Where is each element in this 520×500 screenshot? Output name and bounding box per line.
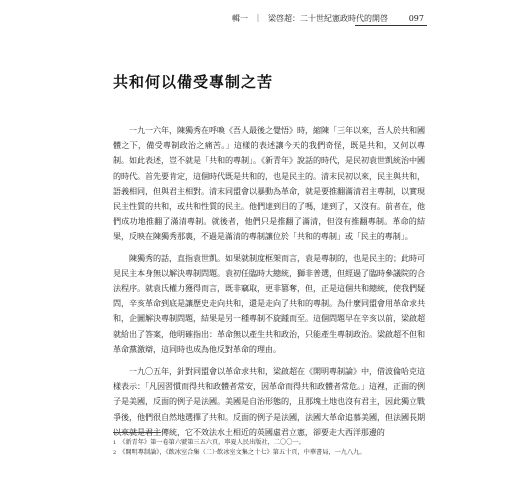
footnote-rule xyxy=(113,432,161,433)
paragraph-2: 陳獨秀的話，直指袁世凱。如果就制度框架而言，袁是專制的，也是民主的；此時可見民主本身無以解決專制問題。袁初任臨時大總統，獅非普選，但經過了臨時參議院的合法程序。就袁氏權力獲得而言，既非竊取，更非篡奪，但，正是這個共和總統，使我們疑問，辛亥革命到底是讓歷史走向共和，還是走向了共和的專制。為什麼同盟會用革命求共和，企圖解決專制問題，結果是另一種專制不旋踵而至。這個問題早在辛亥以前，梁啟超就給出了答案，他明確指出：革命無以產生共和政治，只能產生專制政治。梁啟超不但和革命黨激辯，這同時也成為他反對革命的理由。 xyxy=(113,252,425,354)
footnote-2 xyxy=(113,448,425,458)
running-head-title: 梁啓超：二十世紀憲政時代的開啓 xyxy=(268,14,388,23)
footnote-1 xyxy=(113,438,425,448)
paragraph-1: 一九一六年，陳獨秀在呼喚《吾人最後之覺悟》時，縮陳「三年以來，吾人於共和國體之下，備受專制政治之痛苦。」這樣的表述讓今天的我們奇怪，既是共和，又何以專制。如此表述，豈不就是「共和的專制」。《新青年》說話的時代，是民初袁世凱統治中國的時代。首先要肯定，這個時代既是共和的，也是民主的。清末民初以來，民主與共和，語義相同，但與君主相對。清末同盟會以暴動為革命，就是要推翻滿清君主專制，以實現民主性質的共和，或共和性質的民主。他們達到目的了嗎，達到了，又沒有。前者在，他們成功地推翻了滿清專制。就後者，他們只是推翻了滿清，但沒有推翻專制。革命的結果，反映在陳獨秀那裏，不過是滿清的專制讓位於「共和的專制」或「民主的專制」。 xyxy=(113,125,425,242)
footnote-text: 《新青年》第一卷第六號第三五六頁，寧夏人民出版社，二〇〇一。 xyxy=(119,439,305,446)
footnote-text: 《開明專制論》，《飲冰室合集（二）·飲冰室文集之十七》第五十頁，中華書局，一九八九。 xyxy=(119,449,366,456)
running-head-separator: ｜ xyxy=(254,14,262,23)
section-title: 共和何以備受專制之苦 xyxy=(113,73,274,91)
header-rule xyxy=(355,25,427,26)
body-text xyxy=(113,123,425,447)
footnotes xyxy=(113,438,425,458)
footnote-marker: 2 xyxy=(113,450,117,456)
running-head-part: 輯一 xyxy=(232,14,248,23)
page-number: 097 xyxy=(408,14,424,23)
footnote-marker: 1 xyxy=(113,440,117,446)
running-head xyxy=(232,12,424,26)
paragraph-3: 一九〇五年，針對同盟會以革命求共和，梁啟超在《開明專制論》中，借波倫哈克這樣表示：「凡因習慣而得共和政體者常安，因革命而得共和政體者常危。」這裡，正面的例子是美國，反面的例子是法國。美國是自治形態的，且那塊土地也沒有君主，因此獨立戰爭後，他們很自然地選擇了共和。反面的例子是法國，法國大革命追慕美國，但法國長期以來就是君主傳統，它不效法水土相近的英國虛君立憲，卻要走大西洋那邊的 xyxy=(113,366,425,437)
